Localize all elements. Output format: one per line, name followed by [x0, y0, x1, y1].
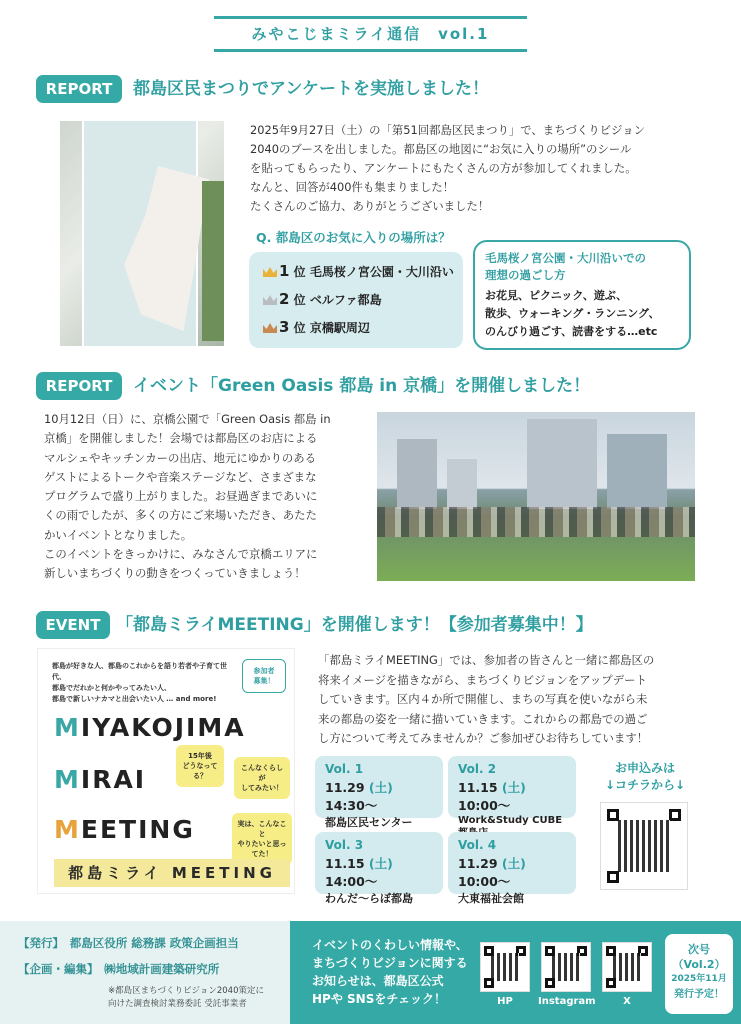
recruit-badge: 参加者 募集！	[242, 659, 286, 693]
ranking-box	[249, 252, 463, 348]
crown-icon	[263, 323, 277, 333]
ideal-use-bubble: 毛馬桜ノ宮公園・大川沿いでの 理想の過ごし方 お花見、ピクニック、遊ぶ、 散歩、ウォーキング・ランニング、 のんびり過ごす、読書をする…etc	[473, 240, 691, 350]
session-vol4: Vol. 4 11.29 (土) 10:00〜 大東福祉会館	[448, 832, 576, 894]
poster-word-1: MIYAKOJIMA	[54, 713, 246, 742]
section1-body: 2025年9月27日（土）の「第51回都島区民まつり」で、まちづくりビジョン 2040のブースを出しました。都島区の地図に“お気に入りの場所”のシール を貼ってもらったり、アンケートにもたくさんの方が参加してくれました。 なんと、回答が400件も集まりました！ たくさんのご協力、ありがとうございました！	[250, 123, 645, 213]
section1-title: 都島区民まつりでアンケートを実施しました！	[133, 79, 489, 99]
crown-icon	[263, 295, 277, 305]
x-qr-code[interactable]	[602, 942, 652, 992]
meeting-poster: 都島が好きな人、都島のこれからを語り若者や子育て世代、 都島でだれかと何かやってみたい人、 都島で新しいナカマと出会いたい人 … and more! 参加者 募集！ MIYAKOJIMA MIRAI MEETING こんなくらしが してみたい！ 15年後 どうなってる？ 実は、こんなこと やりたいと思ってた！ 都島ミライ MEETING	[37, 648, 295, 894]
poster-word-3: MEETING	[54, 815, 195, 844]
session-vol2: Vol. 2 11.15 (土) 10:00〜 Work&Study CUBE	[448, 756, 576, 818]
poster-bubble: 15年後 どうなってる？	[176, 745, 224, 787]
hp-label: HP	[497, 996, 513, 1007]
survey-question: Q. 都島区のお気に入りの場所は？	[256, 230, 451, 245]
rank-2: 2 位 ベルファ都島	[263, 290, 382, 308]
report-tag: REPORT	[36, 372, 122, 400]
footer-info-text: イベントのくわしい情報や、 まちづくりビジョンに関する お知らせは、都島区公式 HPや SNSをチェック！	[312, 938, 468, 1006]
section2-title: イベント「Green Oasis 都島 in 京橋」を開催しました！	[133, 376, 591, 396]
session-vol1: Vol. 1 11.29 (土) 14:30〜 都島区民センター	[315, 756, 443, 818]
footer-credits: 【発行】 都島区役所 総務課 政策企画担当 【企画・編集】 ㈱地域計画建築研究所 ※都島区まちづくりビジョン2040策定に 向けた調査検討業務委託 受託事業者	[0, 921, 290, 1024]
event-photo	[377, 412, 695, 581]
section3-body: 「都島ミライMEETING」では、参加者の皆さんと一緒に都島区の 将来イメージを描きながら、まちづくりビジョンをアップデート していきます。区内４か所で開催し、まちの写真を使いながら未 来の都島の姿を一緒に描いていきます。これからの都島での過ご し方について考えてみませんか？ご参加ぜひお待ちしています！	[318, 653, 655, 745]
apply-label: お申込みは ↓コチラから↓	[604, 761, 686, 792]
event-tag: EVENT	[36, 611, 110, 639]
section3-title: 「都島ミライMEETING」を開催します！【参加者募集中！】	[116, 615, 593, 635]
poster-bubble: こんなくらしが してみたい！	[234, 757, 290, 799]
rank-3: 3 位 京橋駅周辺	[263, 318, 370, 336]
poster-word-2: MIRAI	[54, 765, 147, 794]
crown-icon	[263, 267, 277, 277]
instagram-label: Instagram	[538, 996, 596, 1007]
rank-1: 1 位 毛馬桜ノ宮公園・大川沿い	[263, 262, 454, 280]
instagram-qr-code[interactable]	[541, 942, 591, 992]
section2-body: 10月12日（日）に、京橋公園で「Green Oasis 都島 in 京橋」を開催しました！会場では都島区のお店による マルシェやキッチンカーの出店、地元にゆかりのある ゲストによるトークや音楽ステージなど、さまざまな プログラムで盛り上がりました。お昼過ぎまであいに くの雨でしたが、多くの方にご来場いただき、あたた かいイベントとなりました。 このイベントをきっかけに、みなさんで京橋エリアに 新しいまちづくりの動きをつくっていきましょう！	[44, 412, 331, 581]
poster-band: 都島ミライ MEETING	[54, 859, 290, 887]
hp-qr-code[interactable]	[480, 942, 530, 992]
newsletter-title: みやこじまミライ通信 vol.1	[214, 16, 527, 52]
report-tag: REPORT	[36, 75, 122, 103]
survey-board-photo	[60, 121, 224, 346]
x-label: X	[623, 996, 631, 1007]
poster-bubble: 実は、こんなこと やりたいと思ってた！	[232, 813, 292, 865]
session-vol3: Vol. 3 11.15 (土) 14:00〜 わんだ〜らぼ都島	[315, 832, 443, 894]
apply-qr-code[interactable]	[600, 802, 688, 890]
next-issue-badge: 次号 （Vol.2） 2025年11月 発行予定！	[665, 934, 733, 1014]
